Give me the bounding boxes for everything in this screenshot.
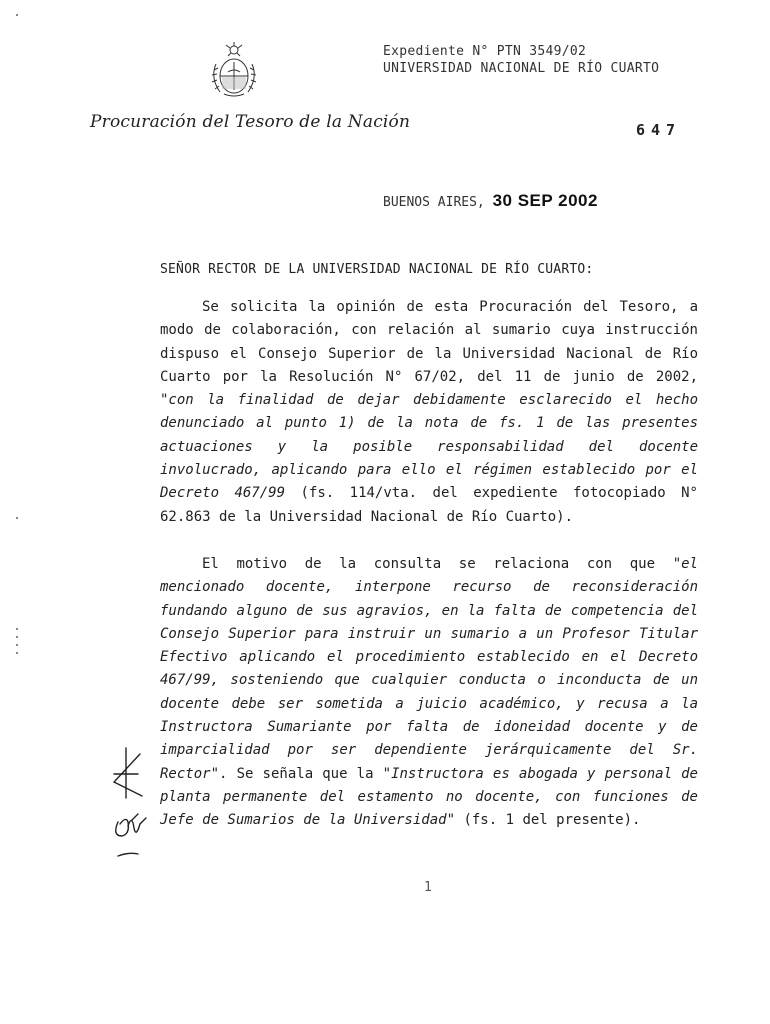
- expediente-number: Expediente N° PTN 3549/02: [383, 44, 587, 59]
- page-number: 1: [424, 880, 432, 895]
- university-header: UNIVERSIDAD NACIONAL DE RÍO CUARTO: [383, 61, 660, 76]
- date-line: [383, 191, 598, 211]
- date-city: BUENOS AIRES,: [383, 195, 485, 210]
- document-number: 647: [636, 121, 682, 139]
- p2-quote-1: "el mencionado docente, interpone recurso de reconsideración fundando alguno de sus agravios, en la falta de competencia del Consejo Superior para instruir un sumario a un Profesor Titular Efectivo aplicando el procedimiento establecido en el Decreto 467/99, sosteniendo que cualquier conducta o inconducta de un docente debe ser sometida a juicio académico, y recusa a la Instructora Sumariante por falta de idoneidad docente y de imparcialidad por ser dependiente jerárquicamente del Sr. Rector": [160, 556, 698, 782]
- addressee: SEÑOR RECTOR DE LA UNIVERSIDAD NACIONAL DE RÍO CUARTO:: [160, 262, 594, 277]
- p2-text-mid: . Se señala que la: [219, 765, 383, 782]
- p1-text-a: Se solicita la opinión de esta Procuración del Tesoro, a modo de colaboración, con relación al sumario cuya instrucción dispuso el Consejo Superior de la Universidad Nacional de Río Cuarto por la Resolución N° 67/02, del 11 de junio de 2002,: [160, 299, 698, 385]
- p2-text-a: El motivo de la consulta se relaciona con que: [202, 556, 673, 572]
- coat-of-arms-icon: [208, 40, 260, 100]
- date-stamp: 30 SEP 2002: [492, 191, 598, 210]
- header-info: [383, 43, 659, 77]
- p1-text-b: (fs. 114/vta. del expediente fotocopiado N° 62.863 de la Universidad Nacional de Río Cuarto).: [160, 485, 698, 525]
- p2-quote-2: "Instructora es abogada y personal de planta permanente del estamento no docente, con funciones de Jefe de Sumarios de la Universidad": [160, 765, 698, 829]
- body-paragraph-2: [160, 553, 698, 833]
- p1-quote: "con la finalidad de dejar debidamente esclarecido el hecho denunciado al punto 1) de la nota de fs. 1 de las presentes actuaciones y la posible responsabilidad del docente involucrado, aplicando para ello el régimen establecido por el Decreto 467/99: [160, 392, 698, 502]
- body-paragraph-1: [160, 296, 698, 529]
- p2-text-b: (fs. 1 del presente).: [455, 812, 641, 829]
- margin-scan-marks: [14, 0, 22, 1024]
- office-name: Procuración del Tesoro de la Nación: [90, 112, 411, 132]
- handwritten-initials: [108, 744, 154, 862]
